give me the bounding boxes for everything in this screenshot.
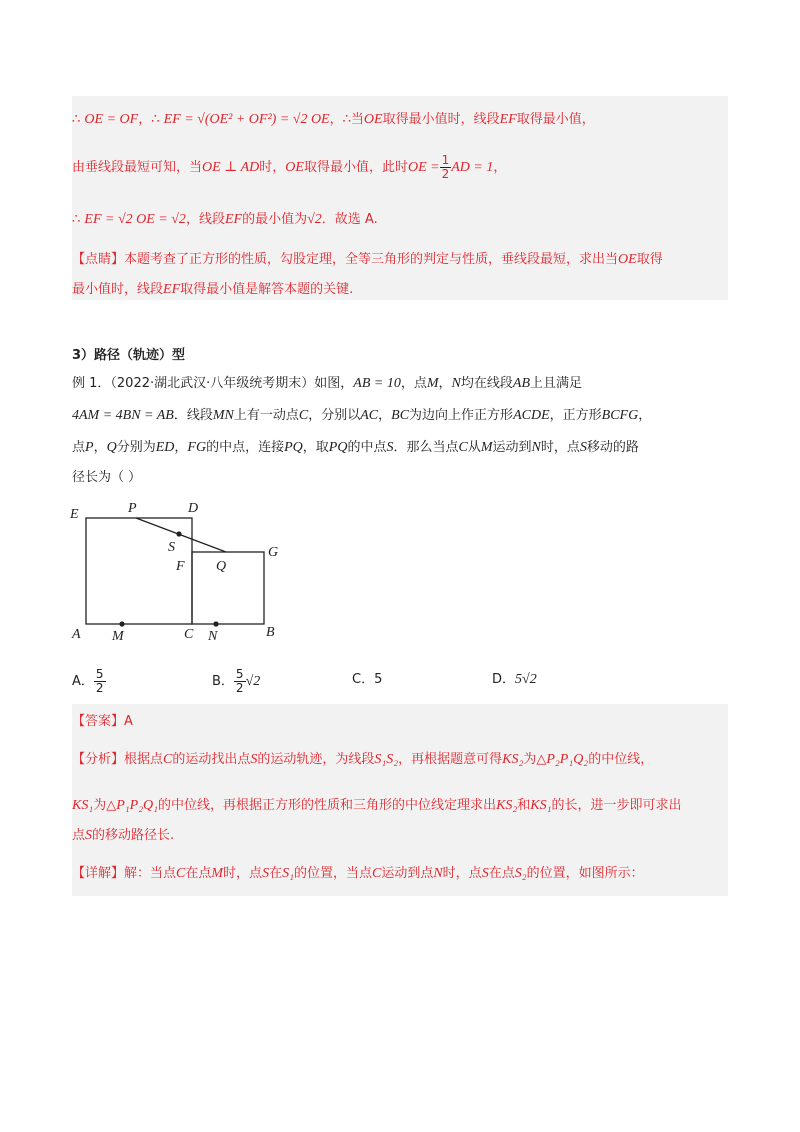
text: 的移动路径长. bbox=[92, 828, 175, 843]
label-g: G bbox=[268, 545, 279, 560]
text: 取得 bbox=[636, 252, 663, 267]
text: ， bbox=[174, 440, 188, 455]
fraction bbox=[234, 668, 246, 695]
math-expr: OE bbox=[363, 112, 383, 127]
text: 的运动找出点 bbox=[172, 752, 251, 767]
text: 点 bbox=[72, 828, 86, 843]
remark-line-2 bbox=[72, 278, 353, 298]
text: ，分别以 bbox=[308, 408, 361, 423]
math-expr: S bbox=[579, 440, 587, 455]
text: 取得最小值是解答本题的关键. bbox=[180, 282, 354, 297]
square-bcfg bbox=[192, 552, 264, 624]
text: ， bbox=[438, 376, 452, 391]
text: 均在线段 bbox=[460, 376, 513, 391]
math-expr: BC bbox=[391, 408, 410, 423]
math-expr: M bbox=[480, 440, 493, 455]
text: 移动的路 bbox=[586, 440, 639, 455]
text: 取得最小值，此时 bbox=[303, 160, 408, 175]
text: 的长，进一步即可求出 bbox=[551, 798, 682, 813]
math-expr: S bbox=[386, 440, 394, 455]
text: 【分析】根据点 bbox=[72, 752, 164, 767]
solution-box-top bbox=[72, 96, 728, 300]
text: 时，点 bbox=[223, 866, 263, 881]
text: 运动到 bbox=[492, 440, 532, 455]
math-expr: AB = 10 bbox=[353, 376, 401, 391]
label-f: F bbox=[176, 559, 185, 574]
text: 在 bbox=[269, 866, 283, 881]
math-expr: P₁P₂Q₁ bbox=[116, 798, 159, 813]
fraction-numerator: 5 bbox=[235, 667, 244, 681]
math-expr: OE = OF bbox=[84, 112, 139, 127]
math-expr: EF = √(OE² + OF²) = √2 OE bbox=[163, 112, 330, 127]
math-expr: Q bbox=[106, 440, 117, 455]
math-expr: EF bbox=[163, 282, 181, 297]
example-line-1 bbox=[72, 372, 582, 392]
example-line-4: 径长为（ ） bbox=[72, 470, 142, 485]
example-line-3 bbox=[72, 436, 639, 456]
text: ， bbox=[93, 440, 107, 455]
text: 的中点 bbox=[347, 440, 387, 455]
analysis-line-1 bbox=[72, 748, 653, 768]
text: ，点 bbox=[400, 376, 427, 391]
text: ，正方形 bbox=[549, 408, 602, 423]
text: 最小值时，线段 bbox=[72, 282, 164, 297]
text: 运动到点 bbox=[381, 866, 434, 881]
text: ．线段 bbox=[173, 408, 213, 423]
choice-label: D． bbox=[492, 672, 516, 687]
text: 【点睛】本题考查了正方形的性质，勾股定理，全等三角形的判定与性质，垂线段最短，求出当 bbox=[72, 252, 619, 267]
math-expr: EF bbox=[224, 212, 243, 227]
choice-label: A． bbox=[72, 674, 94, 689]
math-expr: √2 bbox=[307, 212, 322, 227]
text: 从 bbox=[467, 440, 481, 455]
math-expr: OE bbox=[285, 160, 304, 175]
text: 的位置，当点 bbox=[293, 866, 372, 881]
math-expr: AB bbox=[512, 376, 530, 391]
math-expr: AC bbox=[360, 408, 379, 423]
math-expr: C bbox=[458, 440, 468, 455]
math-expr: S₁S₂ bbox=[374, 752, 399, 767]
math-expr: KS₁ bbox=[530, 798, 552, 813]
choice-c[interactable] bbox=[352, 668, 382, 687]
answer-box bbox=[72, 704, 728, 896]
math-expr: AD = 1 bbox=[451, 160, 494, 175]
label-m: M bbox=[112, 629, 124, 644]
example-line-2 bbox=[72, 404, 651, 424]
text: ，取 bbox=[302, 440, 329, 455]
fraction-denominator: 2 bbox=[441, 167, 450, 181]
text: 的最小值为 bbox=[242, 212, 308, 227]
text: ，∴当 bbox=[329, 112, 364, 127]
text: ∴ bbox=[72, 212, 85, 227]
text: ．故选 A. bbox=[321, 212, 378, 227]
math-expr: PQ bbox=[328, 440, 348, 455]
point-m bbox=[119, 621, 124, 626]
choice-value: 5 bbox=[374, 672, 383, 687]
text: 例 1．（2022·湖北武汉·八年级统考期末）如图， bbox=[72, 376, 354, 391]
text: 由垂线段最短可知，当 bbox=[72, 160, 203, 175]
fraction-denominator: 2 bbox=[95, 681, 104, 695]
fraction-numerator: 1 bbox=[441, 153, 450, 167]
analysis-line-2 bbox=[72, 794, 682, 814]
answer-line: 【答案】A bbox=[72, 714, 133, 729]
choice-value: 5√2 bbox=[515, 672, 537, 687]
text: 时，点 bbox=[540, 440, 580, 455]
text: 为△ bbox=[93, 798, 117, 813]
math-expr: S bbox=[250, 752, 258, 767]
solution-line-2 bbox=[72, 154, 506, 181]
text: 时，点 bbox=[442, 866, 482, 881]
math-expr: KS₂ bbox=[502, 752, 524, 767]
text: 为△ bbox=[523, 752, 547, 767]
text: 的中位线，再根据正方形的性质和三角形的中位线定理求出 bbox=[158, 798, 497, 813]
math-expr: EF bbox=[499, 112, 517, 127]
math-expr: C bbox=[298, 408, 309, 423]
math-expr: C bbox=[163, 752, 173, 767]
text: 上有一动点 bbox=[233, 408, 299, 423]
label-s: S bbox=[168, 540, 175, 555]
math-expr: √2 bbox=[245, 674, 261, 689]
label-n: N bbox=[208, 629, 218, 644]
text: ∴ bbox=[72, 112, 85, 127]
math-expr: C bbox=[371, 866, 382, 881]
text: 和 bbox=[517, 798, 531, 813]
text: ， bbox=[493, 160, 507, 175]
text: 点 bbox=[72, 440, 86, 455]
math-expr: FG bbox=[187, 440, 207, 455]
math-expr: ACDE bbox=[513, 408, 550, 423]
text: 为边向上作正方形 bbox=[409, 408, 514, 423]
text: 上且满足 bbox=[530, 376, 583, 391]
math-expr: M bbox=[426, 376, 439, 391]
label-d: D bbox=[188, 501, 199, 516]
math-expr: OE ⊥ AD bbox=[202, 160, 260, 175]
math-expr: 4AM = 4BN = AB bbox=[72, 408, 174, 423]
text: 的中点，连接 bbox=[206, 440, 285, 455]
math-expr: S bbox=[262, 866, 270, 881]
math-expr: P bbox=[85, 440, 94, 455]
text: 时， bbox=[259, 160, 286, 175]
choice-label: B． bbox=[212, 674, 234, 689]
text: ，再根据题意可得 bbox=[398, 752, 503, 767]
choice-label: C． bbox=[352, 672, 375, 687]
section-heading: 3）路径（轨迹）型 bbox=[72, 348, 186, 363]
geometry-figure bbox=[66, 496, 286, 646]
point-s bbox=[176, 531, 181, 536]
text: 的中位线， bbox=[588, 752, 654, 767]
math-expr: EF = √2 OE = √2 bbox=[84, 212, 186, 227]
label-e: E bbox=[70, 507, 79, 522]
math-expr: S₁ bbox=[282, 866, 294, 881]
choice-a[interactable] bbox=[72, 668, 106, 695]
text: ， bbox=[638, 408, 652, 423]
math-expr: N bbox=[433, 866, 443, 881]
text: 取得最小值时，线段 bbox=[382, 112, 500, 127]
solution-line-3 bbox=[72, 208, 378, 228]
math-expr: PQ bbox=[284, 440, 303, 455]
math-expr: S₂ bbox=[514, 866, 527, 881]
point-n bbox=[213, 621, 218, 626]
choice-d[interactable] bbox=[492, 668, 537, 688]
math-expr: OE = bbox=[407, 160, 440, 175]
solution-line-1 bbox=[72, 108, 595, 128]
math-expr: OE bbox=[618, 252, 637, 267]
label-a: A bbox=[72, 627, 81, 642]
fraction-numerator: 5 bbox=[95, 667, 104, 681]
math-expr: KS₁ bbox=[72, 798, 94, 813]
math-expr: S bbox=[481, 866, 489, 881]
math-expr: KS₂ bbox=[496, 798, 518, 813]
text: 的位置，如图所示： bbox=[526, 866, 644, 881]
fraction bbox=[440, 154, 452, 181]
math-expr: MN bbox=[212, 408, 234, 423]
text: ， bbox=[378, 408, 392, 423]
math-expr: P₂P₁Q₂ bbox=[546, 752, 589, 767]
math-expr: N bbox=[451, 376, 461, 391]
label-q: Q bbox=[216, 559, 227, 574]
text: ．那么当点 bbox=[393, 440, 459, 455]
text: ，线段 bbox=[185, 212, 225, 227]
label-c: C bbox=[184, 627, 194, 642]
math-expr: N bbox=[531, 440, 541, 455]
detail-line-1 bbox=[72, 862, 644, 882]
math-expr: ED bbox=[155, 440, 175, 455]
remark-line-1 bbox=[72, 248, 663, 268]
math-expr: M bbox=[211, 866, 224, 881]
text: 取得最小值， bbox=[516, 112, 595, 127]
analysis-line-3 bbox=[72, 824, 174, 844]
math-expr: S bbox=[85, 828, 93, 843]
fraction-denominator: 2 bbox=[235, 681, 244, 695]
choice-b[interactable] bbox=[212, 668, 260, 695]
text: 在点 bbox=[488, 866, 515, 881]
text: 分别为 bbox=[116, 440, 156, 455]
label-p: P bbox=[128, 501, 137, 516]
math-expr: C bbox=[176, 866, 186, 881]
fraction bbox=[94, 668, 106, 695]
label-b: B bbox=[266, 625, 275, 640]
text: 在点 bbox=[185, 866, 212, 881]
math-expr: BCFG bbox=[601, 408, 639, 423]
text: 的运动轨迹，为线段 bbox=[257, 752, 375, 767]
text: ，∴ bbox=[138, 112, 164, 127]
text: 【详解】解：当点 bbox=[72, 866, 177, 881]
